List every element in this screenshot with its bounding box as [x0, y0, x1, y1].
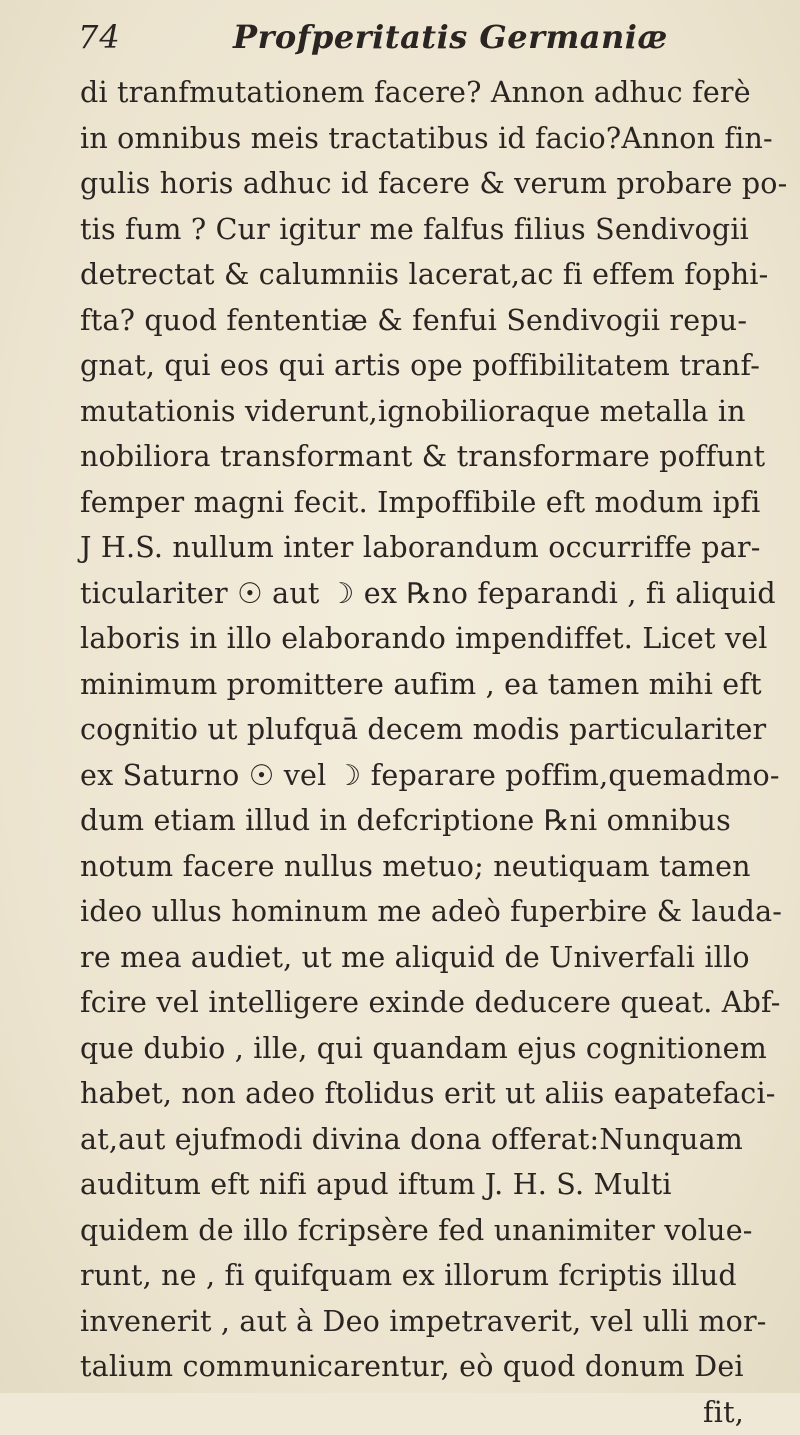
page-number: 74 — [78, 18, 121, 56]
text-line: in omnibus meis tractatibus id facio?Annon fin- — [80, 116, 770, 162]
text-line: habet, non adeo ftolidus erit ut aliis eapatefaci- — [80, 1071, 770, 1117]
text-line: invenerit , aut à Deo impetraverit, vel ulli mor- — [80, 1299, 770, 1345]
text-line: auditum eft nifi apud iftum J. H. S. Multi — [80, 1162, 770, 1208]
text-line: nobiliora transformant & transformare poffunt — [80, 434, 770, 480]
text-line: ticulariter ☉ aut ☽ ex ℞no feparandi , fi aliquid — [80, 571, 770, 617]
text-line: gnat, qui eos qui artis ope poffibilitatem tranf- — [80, 343, 770, 389]
text-line: que dubio , ille, qui quandam ejus cognitionem — [80, 1026, 770, 1072]
running-title: Profperitatis Germaniæ — [233, 18, 668, 56]
text-line: J H.S. nullum inter laborandum occurriffe par- — [80, 525, 770, 571]
text-line: detrectat & calumniis lacerat,ac fi effem fophi- — [80, 252, 770, 298]
text-line: gulis horis adhuc id facere & verum probare po- — [80, 161, 770, 207]
text-line: mutationis viderunt,ignobilioraque metalla in — [80, 389, 770, 435]
text-line: femper magni fecit. Impoffibile eft modum ipfi — [80, 480, 770, 526]
text-line: fcire vel intelligere exinde deducere queat. Abf- — [80, 980, 770, 1026]
text-line: talium communicarentur, eò quod donum Dei — [80, 1344, 770, 1390]
page-header — [78, 18, 778, 68]
text-line: runt, ne , fi quifquam ex illorum fcriptis illud — [80, 1253, 770, 1299]
text-line: ideo ullus hominum me adeò fuperbire & lauda- — [80, 889, 770, 935]
text-body — [80, 70, 770, 1435]
text-line: ex Saturno ☉ vel ☽ feparare poffim,quemadmo- — [80, 753, 770, 799]
text-line: minimum promittere aufim , ea tamen mihi eft — [80, 662, 770, 708]
catchword: fit, — [80, 1390, 770, 1435]
text-line: notum facere nullus metuo; neutiquam tamen — [80, 844, 770, 890]
text-line: di tranfmutationem facere? Annon adhuc ferè — [80, 70, 770, 116]
text-line: re mea audiet, ut me aliquid de Univerfali illo — [80, 935, 770, 981]
text-line: fta? quod fententiæ & fenfui Sendivogii repu- — [80, 298, 770, 344]
text-line: tis fum ? Cur igitur me falfus filius Sendivogii — [80, 207, 770, 253]
text-line: quidem de illo fcripsère fed unanimiter volue- — [80, 1208, 770, 1254]
text-line: at,aut ejufmodi divina dona offerat:Nunquam — [80, 1117, 770, 1163]
text-line: dum etiam illud in defcriptione ℞ni omnibus — [80, 798, 770, 844]
text-line: cognitio ut plufquā decem modis particulariter — [80, 707, 770, 753]
text-line: laboris in illo elaborando impendiffet. Licet vel — [80, 616, 770, 662]
